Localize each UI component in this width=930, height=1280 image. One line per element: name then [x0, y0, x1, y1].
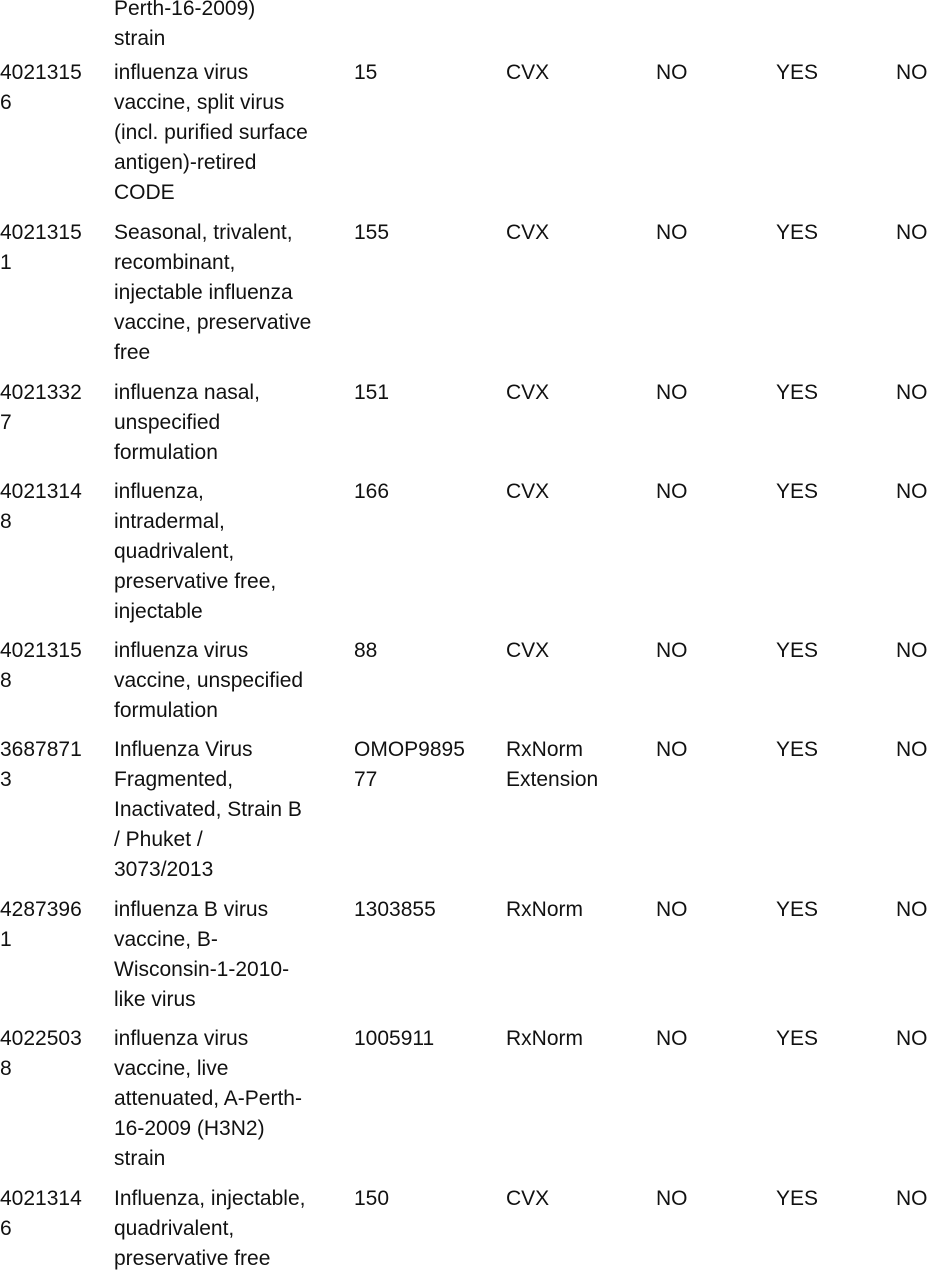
concept-name-cell: (incl. purified surface: [114, 121, 308, 144]
concept-name-cell: influenza virus: [114, 1027, 249, 1050]
concept-name-cell: injectable: [114, 600, 203, 623]
concept-id-cell: 8: [0, 1057, 12, 1080]
vocabulary-cell: CVX: [506, 381, 550, 404]
concept-code-cell: 155: [354, 221, 390, 244]
concept-id-cell: 4022503: [0, 1027, 82, 1050]
flag-cell-1: NO: [656, 898, 688, 921]
concept-name-cell: quadrivalent,: [114, 1217, 235, 1240]
concept-name-cell: Influenza, injectable,: [114, 1187, 306, 1210]
table-row: [0, 1024, 930, 1170]
vocabulary-cell: RxNorm: [506, 898, 583, 921]
flag-cell-3: NO: [896, 898, 928, 921]
concept-name-cell: Seasonal, trivalent,: [114, 221, 293, 244]
concept-name-cell: vaccine, B-: [114, 928, 218, 951]
concept-id-cell: 1: [0, 251, 12, 274]
flag-cell-3: NO: [896, 221, 928, 244]
concept-id-cell: 4021315: [0, 221, 82, 244]
vocabulary-cell: CVX: [506, 221, 550, 244]
concept-name-cell: strain: [114, 1147, 166, 1170]
flag-cell-1: NO: [656, 1187, 688, 1210]
vocabulary-cell: RxNorm: [506, 1027, 583, 1050]
flag-cell-3: NO: [896, 480, 928, 503]
concept-name-cell: Fragmented,: [114, 768, 234, 791]
flag-cell-2: YES: [776, 61, 819, 84]
flag-cell-1: NO: [656, 381, 688, 404]
concept-id-cell: 8: [0, 669, 12, 692]
flag-cell-1: NO: [656, 480, 688, 503]
table-row: [0, 636, 930, 722]
concept-id-cell: 6: [0, 91, 12, 114]
flag-cell-3: NO: [896, 61, 928, 84]
vocabulary-cell: RxNorm: [506, 738, 583, 761]
flag-cell-1: NO: [656, 61, 688, 84]
concept-name-cell: influenza B virus: [114, 898, 269, 921]
concept-name-cell: influenza virus: [114, 639, 249, 662]
flag-cell-1: NO: [656, 221, 688, 244]
concept-code-cell: 166: [354, 480, 390, 503]
concept-id-cell: 6: [0, 1217, 12, 1240]
concept-name-cell: attenuated, A-Perth-: [114, 1087, 302, 1110]
flag-cell-2: YES: [776, 639, 819, 662]
concept-name-cell: formulation: [114, 699, 218, 722]
concept-code-cell: 88: [354, 639, 378, 662]
flag-cell-2: YES: [776, 738, 819, 761]
concept-code-cell: 15: [354, 61, 378, 84]
table-row: [0, 58, 930, 204]
concept-name-cell: free: [114, 341, 151, 364]
table-row: [0, 735, 930, 881]
vocabulary-cell: Extension: [506, 768, 599, 791]
concept-name-cell: / Phuket /: [114, 828, 203, 851]
concept-id-cell: 4287396: [0, 898, 82, 921]
table-row: [0, 218, 930, 364]
vocabulary-cell: CVX: [506, 480, 550, 503]
concept-name-cell: Influenza Virus: [114, 738, 253, 761]
flag-cell-2: YES: [776, 221, 819, 244]
concept-id-cell: 3687871: [0, 738, 82, 761]
concept-code-cell: 151: [354, 381, 390, 404]
flag-cell-1: NO: [656, 639, 688, 662]
concept-code-cell: 77: [354, 768, 378, 791]
flag-cell-2: YES: [776, 1027, 819, 1050]
concept-name-cell: Perth-16-2009): [114, 0, 256, 20]
flag-cell-3: NO: [896, 1027, 928, 1050]
concept-name-cell: CODE: [114, 181, 175, 204]
concept-name-cell: formulation: [114, 441, 218, 464]
table-row: [0, 378, 930, 464]
concept-id-cell: 4021315: [0, 639, 82, 662]
flag-cell-2: YES: [776, 480, 819, 503]
flag-cell-3: NO: [896, 381, 928, 404]
concept-code-cell: 150: [354, 1187, 390, 1210]
vocabulary-cell: CVX: [506, 1187, 550, 1210]
concept-id-cell: 1: [0, 928, 12, 951]
concept-name-cell: influenza nasal,: [114, 381, 260, 404]
flag-cell-3: NO: [896, 1187, 928, 1210]
flag-cell-2: YES: [776, 1187, 819, 1210]
concept-name-cell: like virus: [114, 988, 196, 1011]
table-row: [0, 1184, 930, 1270]
concept-id-cell: 8: [0, 510, 12, 533]
concept-id-cell: 7: [0, 411, 12, 434]
flag-cell-1: NO: [656, 738, 688, 761]
vocabulary-cell: CVX: [506, 61, 550, 84]
concept-name-cell: preservative free,: [114, 570, 277, 593]
concept-id-cell: 4021315: [0, 61, 82, 84]
concept-name-cell: preservative free: [114, 1247, 271, 1270]
concept-id-cell: 4021314: [0, 480, 82, 503]
table-row: [0, 895, 930, 1011]
concept-name-cell: vaccine, preservative: [114, 311, 312, 334]
concept-name-cell: 16-2009 (H3N2): [114, 1117, 265, 1140]
concept-name-cell: influenza,: [114, 480, 204, 503]
concept-name-cell: antigen)-retired: [114, 151, 257, 174]
vocabulary-cell: CVX: [506, 639, 550, 662]
concept-name-cell: Wisconsin-1-2010-: [114, 958, 290, 981]
table-row: [0, 0, 930, 50]
flag-cell-2: YES: [776, 381, 819, 404]
flag-cell-2: YES: [776, 898, 819, 921]
concept-code-cell: 1005911: [354, 1027, 435, 1050]
concept-name-cell: 3073/2013: [114, 858, 214, 881]
concept-name-cell: recombinant,: [114, 251, 236, 274]
concept-name-cell: injectable influenza: [114, 281, 293, 304]
concept-id-cell: 3: [0, 768, 12, 791]
flag-cell-1: NO: [656, 1027, 688, 1050]
flag-cell-3: NO: [896, 639, 928, 662]
concept-name-cell: vaccine, unspecified: [114, 669, 304, 692]
concept-name-cell: quadrivalent,: [114, 540, 235, 563]
concept-name-cell: unspecified: [114, 411, 221, 434]
concept-id-cell: 4021314: [0, 1187, 82, 1210]
flag-cell-3: NO: [896, 738, 928, 761]
concept-code-cell: 1303855: [354, 898, 436, 921]
concept-name-cell: vaccine, live: [114, 1057, 229, 1080]
concept-name-cell: influenza virus: [114, 61, 249, 84]
concept-name-cell: vaccine, split virus: [114, 91, 285, 114]
concept-name-cell: Inactivated, Strain B: [114, 798, 302, 821]
concept-name-cell: strain: [114, 27, 166, 50]
concept-code-cell: OMOP9895: [354, 738, 465, 761]
concept-id-cell: 4021332: [0, 381, 82, 404]
table-row: [0, 477, 930, 623]
concept-name-cell: intradermal,: [114, 510, 225, 533]
